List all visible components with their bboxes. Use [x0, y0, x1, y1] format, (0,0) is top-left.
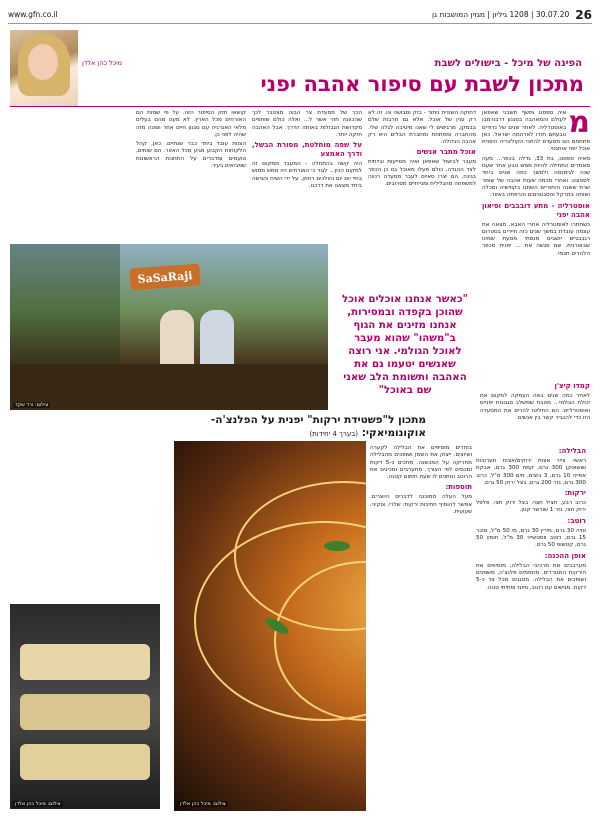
col2-lead: דחוקה השזנית גיתור - בזק וסבושה ונו. זה לא רק ענין של אוכל. אלא גם תרבות שלם בבמקן, מרגישים לי שאנו מיטיבה לגלה שלי. מהחברה ומפתחת ומחברת הבלים היא רק אהבה הגדולה. — [368, 110, 476, 146]
author-photo — [10, 30, 78, 106]
col2-paragraph: מעבר לבישול שאפאן ואיה מסייעות ובייתית לצד ההגדה, כולם פעלו מאוכל גם כן הכפר בגינה. הם יצרו סאיים לעבר מסעדה רנווה למשפחה מהגלילית ומנייתיים מסרובים. — [368, 159, 476, 188]
col4-paragraph: הצוות עובד ביחד כבר שנתיים. כאן, קהל הלקוחות הקבוע מגיע מכל האזור. הם שותים, טועמים ומדברים על התחנות הראשונות שמביאים בעיר. — [136, 141, 246, 170]
recipe-ingredients-col — [476, 445, 586, 807]
sauce-text: סויה 30 גרם, מירין 30 גרם, מי 50 מ"ל, סוכר 15 גרם, רוטב ווסטשייר 30 מ"ל, חומץ 50 גרם, קטשופ 50 גרם. — [476, 527, 586, 549]
vegetables-text: כרוב רבע, חציל חצוי, בצל ירוק חצי, פלפל ירוק חצי, גזר 1 שורשר קטן. — [476, 500, 586, 514]
okonomiyaki-pancake — [20, 744, 150, 780]
divider — [10, 106, 590, 107]
recipe-extras-col — [370, 445, 472, 807]
site-url[interactable]: www.gfn.co.il — [8, 10, 58, 19]
ingredients-text: ראשי- צייר אצות ירוקים/אצות תערובות שושאוקן 300 גרם, קמח 300 גרם, אבקת אפייה 10 גרם, 3 ביצים, מים 300 מ"ל, כרוב 300 גרם, גזר 200 גרם, בצל ירוק 50 גרם. — [476, 458, 586, 486]
article-column-3 — [252, 110, 362, 240]
restaurant-photo — [10, 244, 328, 410]
extras-heading: תוספות: — [445, 483, 472, 492]
drop-cap: מ — [568, 110, 590, 140]
photo-caption: צילום: ורד שקד — [15, 402, 49, 408]
okonomiyaki-grill-photo — [10, 604, 160, 809]
recipe-title — [166, 414, 426, 441]
col1-paragraph: מאיה ספסנו, בת 33, גדלה בכפר... מעה מאמרים התחילה להיות ממש טבע אחר שעם שנה לגימנסה ולמשך כמה שנים ביחד לסטונט. ואחרי מכמה שעות אהבה של שומר שרת ששנה והחוריים השתנו בקווישיה ומכלה ושותה במרקל והסגנוניםים והרפתה באזור. — [482, 155, 590, 199]
col4-lead: קושאו חזק הסיפור הזה. על פי שמות הם האורחים מכל הארץ. לא מעט מהם בעלים מלאי האנרגיה עם סגנון חיים אחר ושונה מזה שהיה לפני כן. — [136, 110, 246, 138]
col3-paragraph: היה קשה בהתחלה - המעבר ממקום זה למקום הכין... לגוד כי האורחים היו ממש ממוש בחיי יום יום והולכים רחוק. על ידי השיח והגישה ביחד מצאנו את דרכנו. — [252, 161, 362, 190]
col5-paragraph: לאחר כמה שנים באה העסקה למקום את יכולת הגולמי... מטבח שמשלב סגנונות יפניים ואוסטרליים. הם החליטו להרים את המסעדה הזו כדי להגביר קשר בין אנשים. — [480, 393, 590, 421]
recipe-title-text: מתכון ל"פשטידת ירקות" יפנית על הפלנצ'ה- אוקונומיאקי: — [210, 414, 426, 439]
col1-paragraph-2: כשחתרו לאוסטרליה אחרי האבא, מצאה את עצמה עובדת במשך שנים כזה תיירים בסטרום רגבבגיים יושבים מנסתי מסעת שמינו שבאורגית. שם פגשה את ... יפנית מכפר הלהרים חכמי. — [482, 221, 590, 257]
article-kicker: הפינה של מיכל - בישולים לשבת — [434, 58, 582, 69]
okonomiyaki-pancake — [20, 644, 150, 680]
issue-info: 30.07.20 | 1208 גיליון | מגזין המושבות גן — [431, 10, 570, 19]
sauce-heading: רוטב: — [567, 516, 586, 525]
extras-text: מעל העלה ממוכנה לדברים היוצרים. אפשר להוסיף חתיכות ירקות: שלרי, צוקיני, שעועית. — [370, 494, 472, 516]
ingredients-heading: הבלילה: — [558, 447, 586, 455]
col2-subhead: אוכל מתבר אנשים — [416, 148, 476, 157]
article-column-5 — [480, 380, 590, 440]
article-headline: מתכון לשבת עם סיפור אהבה יפני — [260, 72, 584, 96]
method-heading: אופן ההכנה: — [544, 551, 586, 560]
col5-subhead: קמדו קיצ'ן — [554, 382, 590, 390]
herb-leaf — [324, 541, 350, 551]
photo-caption: צילום: מיכל כהן אלדן — [15, 801, 61, 807]
counter — [10, 364, 328, 410]
col1-lead: איה ספסנו ותשף חשבני שאפאן לעולם והמאהבה בסגנון דרבורמבו באוסטרליה. לאחר שנים של נדודים טבעתם חזרו לארהמה ישראל. כאן פתחתם הם מסעדם להוזכי הקולינריה היפנית אוכל יפני אותנטי. — [482, 110, 590, 153]
recipe-servings: (בערך 4 יחידות) — [309, 430, 359, 438]
pull-quote: "כאשר אנחנו אוכלים אוכל שהוכן בקפדה ובמסירות, אנחנו מזינים את הגוף ב"משהו" שהוא מעבר לאוכל הגולמי. אני רוצה שאנשים יטעמו גם את האהבה ותשומת הלב שאני שם באוכל" — [342, 294, 468, 396]
recipe-right-text: בוחרים מוסיפים את הבלילה לקערה ושיוצים. ייצוק את השמן ושופכים מהבלילה מחריקה על המכשנה. מחכים כ-5 דקות ומכסים לפי הצורך. מתערבים ומכינים את הרוטב ונותנים לו שעת חימום קטנה. — [370, 445, 472, 481]
restaurant-sign: SaSaRaji — [129, 264, 200, 291]
byline: מיכל כהן אלדן — [82, 59, 122, 67]
col1-subhead: אוסטרליה - מתע דובבבים ופיאון אהבה יפני — [482, 201, 590, 219]
col3-subhead: על שפה מוחלטת, מסורת הבשל, ודרך האמצע — [252, 141, 362, 159]
recipe-box — [366, 441, 590, 811]
okonomiyaki-pancake — [20, 694, 150, 730]
article-column-2 — [368, 110, 476, 290]
vegetables-heading: ירקות: — [564, 489, 586, 498]
page-header — [8, 6, 592, 24]
photo-caption: צילום: מיכל כהן אלדן — [180, 801, 226, 807]
method-text: מערבבים את מרכיבי הבלילה, מוסיפים את הירקות המגוררים. מחממים פלנצ'ה, משמנים ושופכים את הבלילה. מטגנים מכל צד כ-5 דקות. מגישים עם רוטב, מיונז ופתיתי טונה. — [476, 562, 586, 591]
page-number: 26 — [575, 7, 592, 22]
article-column-4 — [136, 110, 246, 240]
col3-lead: הכר של מסעדת צר הבוה מצטבר לכך שהכוונה חזר אשר ל... ואלה כולם שותפים מקדושת הגבולות באותה הדרך. אבל האהבה חזקה יותר. — [252, 110, 362, 138]
author-face — [28, 44, 58, 80]
